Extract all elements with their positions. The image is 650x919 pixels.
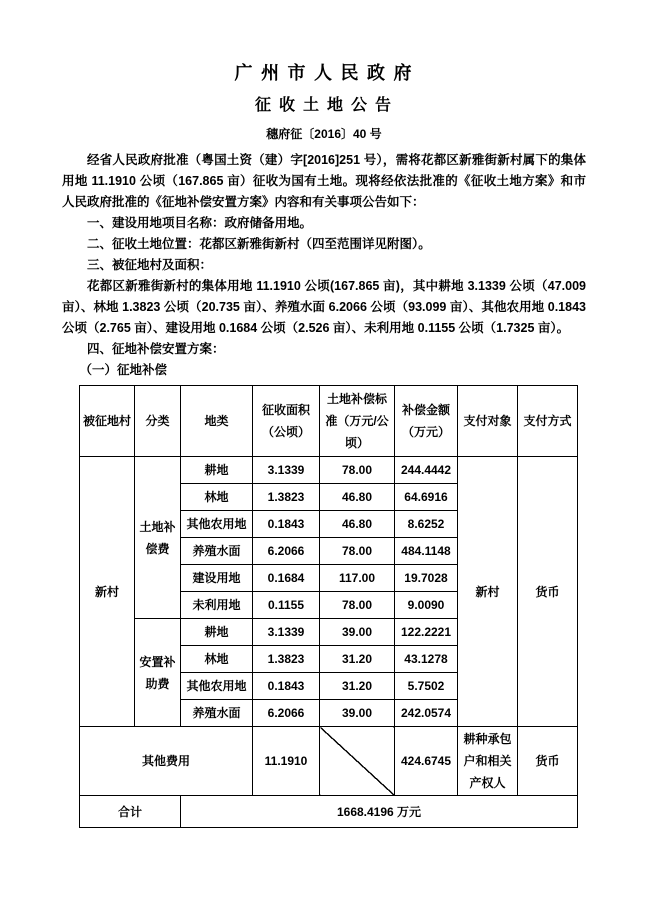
- cell-land-type: 耕地: [181, 619, 253, 646]
- cell-category-resettlement-subsidy: 安置补助费: [135, 619, 181, 727]
- diagonal-slash-cell: [320, 727, 395, 796]
- paragraph-item1: 一、建设用地项目名称：政府储备用地。: [87, 216, 313, 230]
- cell-standard: 78.00: [320, 457, 395, 484]
- cell-other-fees-amount: 424.6745: [395, 727, 458, 796]
- cell-land-type: 其他农用地: [181, 511, 253, 538]
- header-amount: 补偿金额（万元）: [395, 386, 458, 457]
- paragraph-sub1: （一）征地补偿: [79, 363, 168, 377]
- paragraph-item2: 二、征收土地位置：花都区新雅街新村（四至范围详见附图）。: [87, 237, 431, 251]
- cell-area: 6.2066: [253, 700, 320, 727]
- cell-standard: 46.80: [320, 511, 395, 538]
- cell-total-label: 合计: [80, 796, 181, 828]
- cell-land-type: 养殖水面: [181, 538, 253, 565]
- cell-amount: 9.0090: [395, 592, 458, 619]
- cell-pay-method: 货币: [518, 457, 578, 727]
- table-header-row: [80, 386, 578, 457]
- cell-land-type: 耕地: [181, 457, 253, 484]
- cell-amount: 122.2221: [395, 619, 458, 646]
- cell-area: 3.1339: [253, 619, 320, 646]
- cell-other-fees-area: 11.1910: [253, 727, 320, 796]
- cell-amount: 64.6916: [395, 484, 458, 511]
- cell-standard: 117.00: [320, 565, 395, 592]
- document-body: [62, 150, 586, 381]
- cell-land-type: 养殖水面: [181, 700, 253, 727]
- cell-amount: 19.7028: [395, 565, 458, 592]
- cell-land-type: 林地: [181, 484, 253, 511]
- paragraph-intro: 经省人民政府批准（粤国土资（建）字[2016]251 号），需将花都区新雅街新村属下的集体用地 11.1910 公顷（167.865 亩）征收为国有土地。现将经依法批准的《征收土地方案》和市人民政府批准的《征地补偿安置方案》内容和有关事项公告如下：: [62, 153, 586, 209]
- cell-area: 0.1843: [253, 511, 320, 538]
- cell-area: 1.3823: [253, 646, 320, 673]
- table-row-total: [80, 796, 578, 828]
- cell-land-type: 林地: [181, 646, 253, 673]
- cell-standard: 39.00: [320, 619, 395, 646]
- cell-land-type: 建设用地: [181, 565, 253, 592]
- cell-amount: 8.6252: [395, 511, 458, 538]
- cell-standard: 78.00: [320, 592, 395, 619]
- cell-amount: 242.0574: [395, 700, 458, 727]
- cell-standard: 39.00: [320, 700, 395, 727]
- header-standard: 土地补偿标准（万元/公顷）: [320, 386, 395, 457]
- paragraph-item3: 三、被征地村及面积：: [87, 258, 213, 272]
- paragraph-area-detail: 花都区新雅街新村的集体用地 11.1910 公顷(167.865 亩)，其中耕地 3.1339 公顷（47.009 亩）、林地 1.3823 公顷（20.735 亩）、养殖水面 6.2066 公顷（93.099 亩）、其他农用地 0.1843 公顷（2.765 亩）、建设用地 0.1684 公顷（2.526 亩）、未利用地 0.1155 公顷（1.7325 亩）。: [62, 279, 586, 335]
- cell-total-value: 1668.4196 万元: [181, 796, 578, 828]
- document-title: 广 州 市 人 民 政 府: [234, 63, 414, 83]
- cell-area: 0.1684: [253, 565, 320, 592]
- cell-area: 6.2066: [253, 538, 320, 565]
- header-area: 征收面积（公顷）: [253, 386, 320, 457]
- document-subtitle: 征 收 土 地 公 告: [254, 97, 393, 114]
- cell-other-fees-payee: 耕种承包户和相关产权人: [458, 727, 518, 796]
- cell-payee: 新村: [458, 457, 518, 727]
- cell-amount: 5.7502: [395, 673, 458, 700]
- cell-area: 0.1843: [253, 673, 320, 700]
- cell-standard: 46.80: [320, 484, 395, 511]
- cell-other-fees-label: 其他费用: [80, 727, 253, 796]
- header-payee: 支付对象: [458, 386, 518, 457]
- document-number: 穗府征〔2016〕40 号: [266, 127, 382, 141]
- header-category: 分类: [135, 386, 181, 457]
- cell-area: 1.3823: [253, 484, 320, 511]
- cell-area: 3.1339: [253, 457, 320, 484]
- cell-standard: 31.20: [320, 673, 395, 700]
- compensation-table: [79, 385, 578, 828]
- header-village: 被征地村: [80, 386, 135, 457]
- cell-land-type: 其他农用地: [181, 673, 253, 700]
- cell-amount: 43.1278: [395, 646, 458, 673]
- cell-standard: 78.00: [320, 538, 395, 565]
- cell-village: 新村: [80, 457, 135, 727]
- cell-category-land-compensation: 土地补偿费: [135, 457, 181, 619]
- cell-other-fees-method: 货币: [518, 727, 578, 796]
- cell-amount: 484.1148: [395, 538, 458, 565]
- cell-amount: 244.4442: [395, 457, 458, 484]
- cell-standard: 31.20: [320, 646, 395, 673]
- table-row: [80, 457, 578, 484]
- table-row-other-fees: [80, 727, 578, 796]
- header-method: 支付方式: [518, 386, 578, 457]
- cell-land-type: 未利用地: [181, 592, 253, 619]
- cell-area: 0.1155: [253, 592, 320, 619]
- paragraph-item4: 四、征地补偿安置方案：: [87, 342, 225, 356]
- header-land-type: 地类: [181, 386, 253, 457]
